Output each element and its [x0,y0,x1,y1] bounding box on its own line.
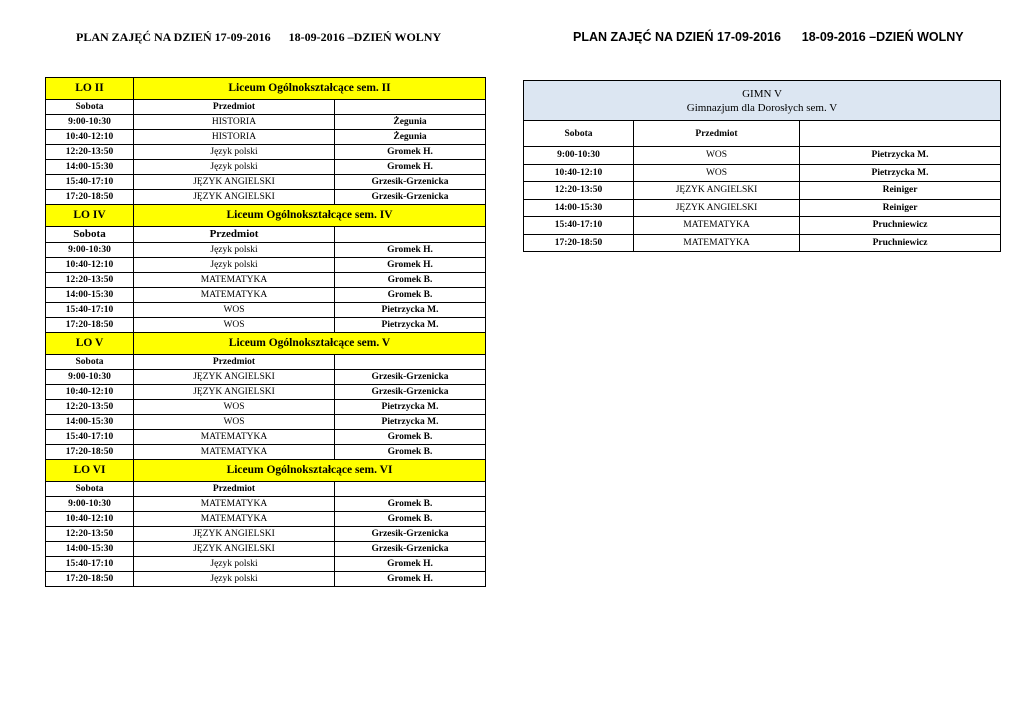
column-header-teacher [335,100,486,115]
table-row [46,190,486,205]
section-name: Liceum Ogólnokształcące sem. II [134,78,486,100]
table-row [46,430,486,445]
teacher-cell: Grzesik-Grzenicka [335,175,486,190]
teacher-cell: Pietrzycka M. [335,415,486,430]
table-row [46,145,486,160]
subject-cell: WOS [134,400,335,415]
table-row [524,147,1001,165]
time-cell: 12:20-13:50 [524,182,634,200]
subject-cell: Język polski [134,258,335,273]
gimn-column-header-row [524,121,1001,147]
teacher-cell: Pietrzycka M. [800,147,1001,165]
table-row [46,400,486,415]
column-header-day: Sobota [46,482,134,497]
column-header-subject: Przedmiot [634,121,800,147]
table-row [46,370,486,385]
teacher-cell: Gromek B. [335,288,486,303]
subject-cell: MATEMATYKA [634,217,800,235]
column-header-subject: Przedmiot [134,100,335,115]
table-row [46,557,486,572]
column-header-row [46,100,486,115]
time-cell: 15:40-17:10 [46,303,134,318]
subject-cell: MATEMATYKA [634,234,800,252]
table-row [524,199,1001,217]
subject-cell: MATEMATYKA [134,273,335,288]
gimn-section-name: Gimnazjum dla Dorosłych sem. V [686,101,838,114]
time-cell: 14:00-15:30 [46,160,134,175]
table-row [524,217,1001,235]
gimn-section-header [524,81,1001,121]
subject-cell: JĘZYK ANGIELSKI [134,542,335,557]
column-header-row [46,355,486,370]
gimn-section-code: GIMN V [742,87,782,100]
subject-cell: JĘZYK ANGIELSKI [134,370,335,385]
lo-schedule-table [45,77,486,587]
table-row [46,288,486,303]
section-header [46,205,486,227]
subject-cell: MATEMATYKA [134,445,335,460]
table-row [46,160,486,175]
time-cell: 12:20-13:50 [46,145,134,160]
time-cell: 14:00-15:30 [524,199,634,217]
subject-cell: HISTORIA [134,115,335,130]
section-code: LO VI [46,460,134,482]
time-cell: 12:20-13:50 [46,400,134,415]
teacher-cell: Gromek H. [335,145,486,160]
table-row [46,445,486,460]
table-row [46,512,486,527]
time-cell: 10:40-12:10 [524,164,634,182]
section-code: LO V [46,333,134,355]
subject-cell: Język polski [134,572,335,587]
teacher-cell: Reiniger [800,182,1001,200]
column-header-subject: Przedmiot [134,482,335,497]
subject-cell: JĘZYK ANGIELSKI [634,199,800,217]
subject-cell: MATEMATYKA [134,288,335,303]
time-cell: 10:40-12:10 [46,385,134,400]
teacher-cell: Grzesik-Grzenicka [335,385,486,400]
subject-cell: JĘZYK ANGIELSKI [134,527,335,542]
table-row [46,243,486,258]
time-cell: 17:20-18:50 [46,572,134,587]
section-name: Liceum Ogólnokształcące sem. IV [134,205,486,227]
time-cell: 14:00-15:30 [46,542,134,557]
time-cell: 9:00-10:30 [46,115,134,130]
column-header-subject: Przedmiot [134,355,335,370]
table-row [46,273,486,288]
time-cell: 15:40-17:10 [46,175,134,190]
page-title-right: PLAN ZAJĘĆ NA DZIEŃ 17-09-2016 18-09-2016 –DZIEŃ WOLNY [573,30,964,44]
time-cell: 12:20-13:50 [46,273,134,288]
table-row [46,527,486,542]
teacher-cell: Gromek B. [335,512,486,527]
column-header-subject: Przedmiot [134,227,335,243]
table-row [46,303,486,318]
section-header [46,460,486,482]
time-cell: 17:20-18:50 [46,445,134,460]
teacher-cell: Gromek H. [335,258,486,273]
column-header-day: Sobota [46,227,134,243]
table-row [524,182,1001,200]
section-name: Liceum Ogólnokształcące sem. V [134,333,486,355]
table-row [524,164,1001,182]
subject-cell: MATEMATYKA [134,497,335,512]
teacher-cell: Pietrzycka M. [335,318,486,333]
teacher-cell: Gromek B. [335,273,486,288]
teacher-cell: Grzesik-Grzenicka [335,370,486,385]
time-cell: 10:40-12:10 [46,512,134,527]
teacher-cell: Pruchniewicz [800,234,1001,252]
subject-cell: JĘZYK ANGIELSKI [134,175,335,190]
subject-cell: WOS [134,415,335,430]
teacher-cell: Grzesik-Grzenicka [335,190,486,205]
table-row [46,497,486,512]
time-cell: 14:00-15:30 [46,415,134,430]
time-cell: 10:40-12:10 [46,258,134,273]
teacher-cell: Reiniger [800,199,1001,217]
subject-cell: Język polski [134,243,335,258]
subject-cell: WOS [134,318,335,333]
teacher-cell: Gromek B. [335,445,486,460]
teacher-cell: Żegunia [335,130,486,145]
section-header [46,78,486,100]
column-header-teacher [800,121,1001,147]
teacher-cell: Grzesik-Grzenicka [335,542,486,557]
subject-cell: WOS [134,303,335,318]
time-cell: 12:20-13:50 [46,527,134,542]
table-row [524,234,1001,252]
teacher-cell: Gromek B. [335,430,486,445]
column-header-day: Sobota [524,121,634,147]
subject-cell: WOS [634,147,800,165]
time-cell: 15:40-17:10 [524,217,634,235]
subject-cell: WOS [634,164,800,182]
teacher-cell: Pietrzycka M. [800,164,1001,182]
teacher-cell: Pruchniewicz [800,217,1001,235]
subject-cell: Język polski [134,160,335,175]
column-header-day: Sobota [46,100,134,115]
column-header-day: Sobota [46,355,134,370]
time-cell: 17:20-18:50 [46,318,134,333]
subject-cell: MATEMATYKA [134,512,335,527]
time-cell: 9:00-10:30 [46,370,134,385]
table-row [46,385,486,400]
teacher-cell: Gromek H. [335,160,486,175]
table-row [46,175,486,190]
subject-cell: JĘZYK ANGIELSKI [634,182,800,200]
subject-cell: HISTORIA [134,130,335,145]
section-header [46,333,486,355]
table-row [46,318,486,333]
column-header-teacher [335,482,486,497]
column-header-row [46,227,486,243]
subject-cell: JĘZYK ANGIELSKI [134,190,335,205]
table-row [46,572,486,587]
teacher-cell: Gromek H. [335,557,486,572]
subject-cell: Język polski [134,145,335,160]
teacher-cell: Gromek H. [335,243,486,258]
time-cell: 9:00-10:30 [46,497,134,512]
table-row [46,115,486,130]
table-row [46,258,486,273]
subject-cell: MATEMATYKA [134,430,335,445]
column-header-row [46,482,486,497]
teacher-cell: Pietrzycka M. [335,303,486,318]
column-header-teacher [335,227,486,243]
section-code: LO IV [46,205,134,227]
time-cell: 9:00-10:30 [524,147,634,165]
gimn-section-title [524,81,1001,121]
table-row [46,542,486,557]
table-row [46,130,486,145]
time-cell: 15:40-17:10 [46,557,134,572]
time-cell: 15:40-17:10 [46,430,134,445]
teacher-cell: Gromek B. [335,497,486,512]
time-cell: 14:00-15:30 [46,288,134,303]
teacher-cell: Gromek H. [335,572,486,587]
column-header-teacher [335,355,486,370]
teacher-cell: Grzesik-Grzenicka [335,527,486,542]
section-name: Liceum Ogólnokształcące sem. VI [134,460,486,482]
table-row [46,415,486,430]
teacher-cell: Żegunia [335,115,486,130]
time-cell: 9:00-10:30 [46,243,134,258]
page-title-left: PLAN ZAJĘĆ NA DZIEŃ 17-09-2016 18-09-2016 –DZIEŃ WOLNY [76,30,442,44]
subject-cell: Język polski [134,557,335,572]
subject-cell: JĘZYK ANGIELSKI [134,385,335,400]
gimn-schedule-table [523,80,1001,252]
teacher-cell: Pietrzycka M. [335,400,486,415]
section-code: LO II [46,78,134,100]
time-cell: 10:40-12:10 [46,130,134,145]
time-cell: 17:20-18:50 [524,234,634,252]
time-cell: 17:20-18:50 [46,190,134,205]
